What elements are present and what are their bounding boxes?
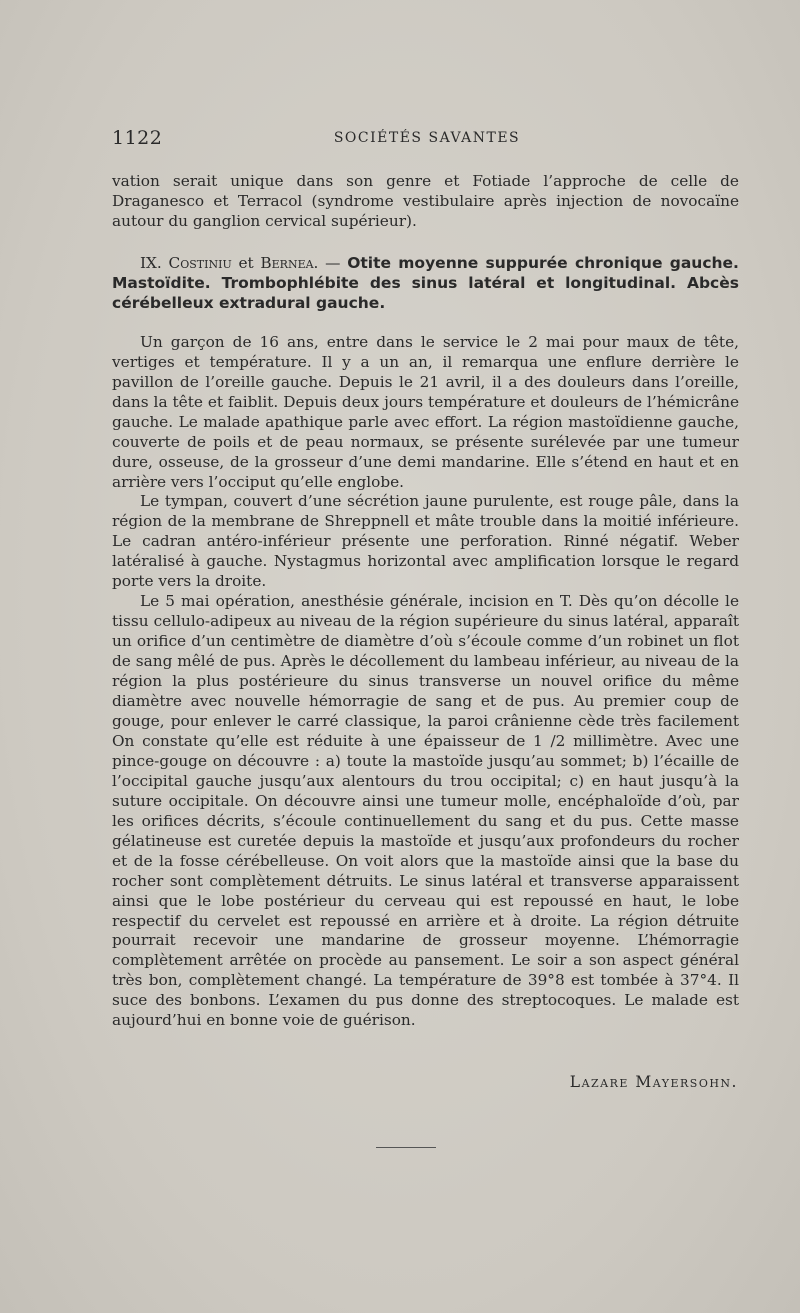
paragraph-case-history: Un garçon de 16 ans, entre dans le service le 2 mai pour maux de tête, vertiges et température. Il y a un an, il remarqua une enflure derrière le pavillon de l’oreille gauche. Depuis le 21 avril, il a des douleurs dans l’oreille, dans la tête et faiblit. Depuis deux jours température et douleurs de l’hémicrâne gauche. Le malade apathique parle avec effort. La région mastoïdienne gauche, couverte de poils et de peau normaux, se présente surélevée par une tumeur dure, osseuse, de la grosseur d’une demi mandarine. Elle s’étend en haut et en arrière vers l’occiput qu’elle englobe. [112,332,739,491]
page-number: 1122 [112,127,163,149]
section-number: IX. [140,253,162,272]
end-rule [376,1147,436,1148]
section-author-2: Bernea [260,253,314,272]
section-heading [112,253,739,313]
body-text [112,172,739,1031]
section-dash: . — [313,253,341,272]
paragraph-examination: Le tympan, couvert d’une sécrétion jaune purulente, est rouge pâle, dans la région de la membrane de Shreppnell et mâte trouble dans la moitié inférieure. Le cadran antéro-inférieur présente une perforation. Rinné négatif. Weber latéralisé à gauche. Nystagmus horizontal avec amplification lorsque le regard porte vers la droite. [112,492,739,591]
page-header [112,127,742,155]
intro-paragraph: vation serait unique dans son genre et Fotiade l’approche de celle de Draganesco et Terracol (syndrome vestibulaire après injection de novocaïne autour du ganglion cervical supérieur). [112,172,739,230]
author-signature: Lazare Mayersohn. [569,1073,738,1091]
paragraph-operation: Le 5 mai opération, anesthésie générale, incision en T. Dès qu’on décolle le tissu cellulo-adipeux au niveau de la région supérieure du sinus latéral, apparaît un orifice d’un centimètre de diamètre d’où s’écoule comme d’un robinet un flot de sang mêlé de pus. Après le décollement du lambeau inférieur, au niveau de la région la plus postérieure du sinus transverse un nouvel orifice du même diamètre avec nouvelle hémorragie de sang et de pus. Au premier coup de gouge, pour enlever le carré classique, la paroi crânienne cède très facilement On constate qu’elle est réduite à une épaisseur de 1 /2 millimètre. Avec une pince-gouge on découvre : a) toute la mastoïde jusqu’au sommet; b) l’écaille de l’occipital gauche jusqu’aux alentours du trou occipital; c) en haut jusqu’à la suture occipitale. On découvre ainsi une tumeur molle, encéphaloïde d’où, par les orifices décrits, s’écoule continuellement du sang et du pus. Cette masse gélatineuse est curetée depuis la mastoïde et jusqu’aux profondeurs du rocher et de la fosse cérébelleuse. On voit alors que la mastoïde ainsi que la base du rocher sont complètement détruits. Le sinus latéral et transverse apparaissent ainsi que le lobe postérieur du cerveau qui est repoussé en haut, le lobe respectif du cervelet est repoussé en arrière et à droite. La région détruite pourrait recevoir une mandarine de grosseur moyenne. L’hémorragie complètement arrêtée on procède au pansement. Le soir a son aspect général très bon, complètement changé. La température de 39°8 est tombée à 37°4. Il suce des bonbons. L’examen du pus donne des streptocoques. Le malade est aujourd’hui en bonne voie de guérison. [112,592,739,1030]
section-and: et [238,253,254,272]
running-head: SOCIÉTÉS SAVANTES [333,130,521,146]
section-author-1: Costiniu [168,253,232,272]
section-title: Otite moyenne suppurée chronique gauche. Mastoïdite. Trombophlébite des sinus latéral et longitudinal. Abcès cérébelleux extradural gauche. [112,253,739,312]
section-spacer [112,313,739,333]
